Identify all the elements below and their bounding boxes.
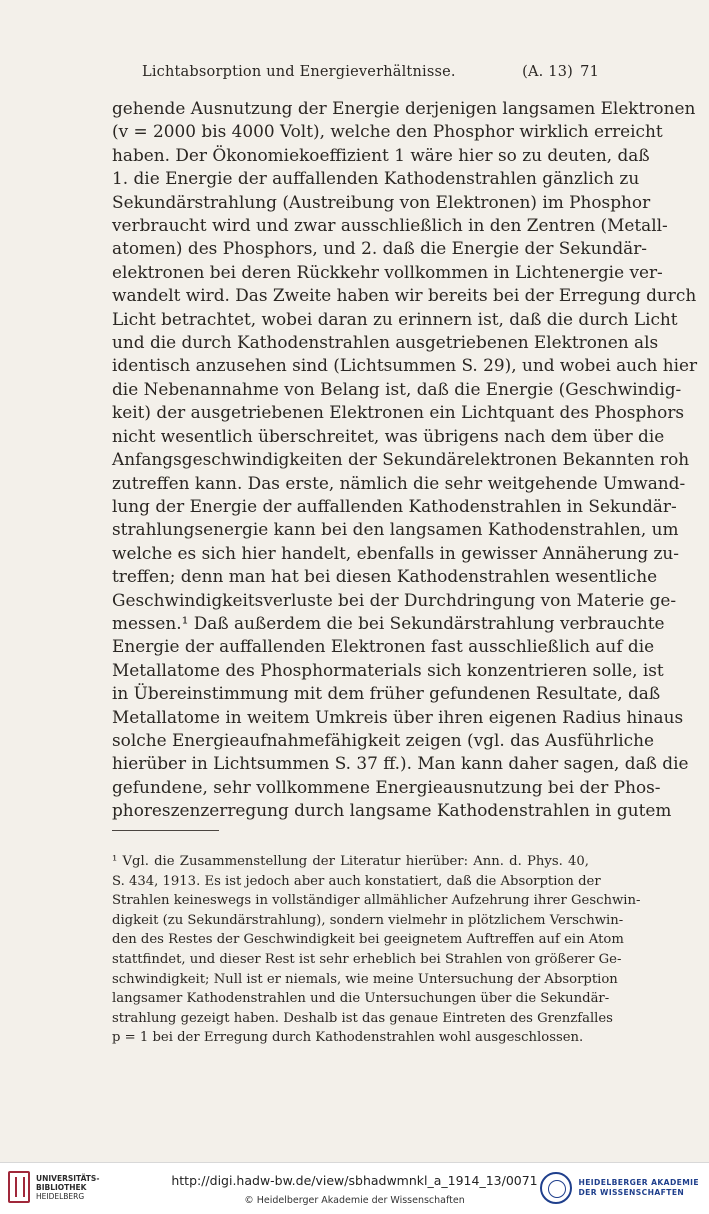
body-line: Geschwindigkeitsverluste bei der Durchdringung von Materie ge-: [112, 589, 677, 610]
body-line: und die durch Kathodenstrahlen ausgetriebenen Elektronen als: [112, 332, 659, 353]
library-name-line2: BIBLIOTHEK: [36, 1182, 87, 1192]
page-number: 71: [580, 64, 599, 80]
academy-seal-icon: [540, 1172, 572, 1204]
body-line: Anfangsgeschwindigkeiten der Sekundärelektronen Bekannten roh: [112, 449, 690, 470]
footnote-line: stattfindet, und dieser Rest ist sehr erheblich bei Strahlen von größerer Ge-: [112, 951, 622, 967]
body-line: messen.¹ Daß außerdem die bei Sekundärstrahlung verbrauchte: [112, 612, 665, 633]
header-title: Lichtabsorption und Energieverhältnisse.: [142, 64, 456, 80]
body-line: in Übereinstimmung mit dem früher gefundenen Resultate, daß: [112, 683, 661, 704]
body-line: treffen; denn man hat bei diesen Kathodenstrahlen wesentliche: [112, 566, 658, 587]
academy-name-line1: HEIDELBERGER AKADEMIE: [578, 1178, 699, 1187]
body-line: identisch anzusehen sind (Lichtsummen S. 29), und wobei auch hier: [112, 355, 698, 376]
footnote-line: langsamer Kathodenstrahlen und die Untersuchungen über die Sekundär-: [112, 991, 610, 1007]
body-line: keit) der ausgetriebenen Elektronen ein Lichtquant des Phosphors: [112, 402, 685, 423]
footnote-rule: [112, 830, 219, 831]
body-line: gehende Ausnutzung der Energie derjenigen langsamen Elektronen: [112, 98, 696, 118]
body-line: nicht wesentlich überschreitet, was übrigens nach dem über die: [112, 425, 665, 446]
academy-name-line2: DER WISSENSCHAFTEN: [578, 1188, 685, 1197]
footnote: [112, 852, 641, 1048]
body-line: strahlungsenergie kann bei den langsamen Kathodenstrahlen, um: [112, 519, 679, 540]
body-line: lung der Energie der auffallenden Kathodenstrahlen in Sekundär-: [112, 495, 677, 516]
footnote-line: S. 434, 1913. Es ist jedoch aber auch konstatiert, daß die Absorption der: [112, 873, 601, 889]
body-line: Licht betrachtet, wobei daran zu erinnern ist, daß die durch Licht: [112, 308, 678, 329]
body-line: 1. die Energie der auffallenden Kathodenstrahlen gänzlich zu: [112, 168, 640, 189]
body-line: phoreszenzerregung durch langsame Kathodenstrahlen in gutem: [112, 800, 672, 821]
body-line: Metallatome des Phosphormaterials sich konzentrieren solle, ist: [112, 659, 664, 680]
body-line: welche es sich hier handelt, ebenfalls in gewisser Annäherung zu-: [112, 542, 679, 563]
body-line: Metallatome in weitem Umkreis über ihren eigenen Radius hinaus: [112, 706, 684, 727]
permalink-url[interactable]: http://digi.hadw-bw.de/view/sbhadwmnkl_a_1914_13/0071: [171, 1173, 538, 1188]
body-line: solche Energieaufnahmefähigkeit zeigen (vgl. das Ausführliche: [112, 729, 654, 750]
body-line: atomen) des Phosphors, und 2. daß die Energie der Sekundär-: [112, 238, 648, 259]
body-line: haben. Der Ökonomiekoeffizient 1 wäre hier so zu deuten, daß: [112, 144, 650, 165]
body-text: [112, 97, 698, 823]
body-line: Sekundärstrahlung (Austreibung von Elektronen) im Phosphor: [112, 191, 651, 212]
footnote-line: p = 1 bei der Erregung durch Kathodenstrahlen wohl ausgeschlossen.: [112, 1030, 584, 1046]
body-line: hierüber in Lichtsummen S. 37 ff.). Man kann daher sagen, daß die: [112, 753, 689, 774]
body-line: wandelt wird. Das Zweite haben wir bereits bei der Erregung durch: [112, 285, 697, 306]
library-name-line1: UNIVERSITÄTS-: [36, 1173, 100, 1183]
body-line: zutreffen kann. Das erste, nämlich die sehr weitgehende Umwand-: [112, 472, 686, 493]
footnote-line: den des Restes der Geschwindigkeit bei geeignetem Auftreffen auf ein Atom: [112, 932, 624, 948]
body-line: die Nebenannahme von Belang ist, daß die Energie (Geschwindig-: [112, 378, 682, 399]
library-name-line3: HEIDELBERG: [36, 1191, 85, 1201]
footnote-line: Strahlen keineswegs in vollständiger allmählicher Aufzehrung ihrer Geschwin-: [112, 893, 641, 909]
footnote-line: digkeit (zu Sekundärstrahlung), sondern vielmehr in plötzlichem Verschwin-: [112, 912, 624, 928]
footnote-line: ¹ Vgl. die Zusammenstellung der Literatur hierüber: Ann. d. Phys. 40,: [112, 854, 589, 869]
body-line: elektronen bei deren Rückkehr vollkommen in Lichtenergie ver-: [112, 261, 663, 282]
header-section-ref: (A. 13): [522, 64, 573, 80]
viewer-footer: [0, 1162, 709, 1214]
footnote-line: strahlung gezeigt haben. Deshalb ist das genaue Eintreten des Grenzfalles: [112, 1010, 613, 1026]
body-line: (v = 2000 bis 4000 Volt), welche den Phosphor wirklich erreicht: [112, 121, 663, 142]
body-line: verbraucht wird und zwar ausschließlich in den Zentren (Metall-: [112, 215, 668, 236]
body-line: Energie der auffallenden Elektronen fast ausschließlich auf die: [112, 636, 655, 657]
copyright-notice: © Heidelberger Akademie der Wissenschaften: [244, 1195, 465, 1206]
body-line: gefundene, sehr vollkommene Energieausnutzung bei der Phos-: [112, 776, 661, 797]
footnote-line: schwindigkeit; Null ist er niemals, wie meine Untersuchung der Absorption: [112, 971, 618, 987]
academy-logo[interactable]: [540, 1172, 699, 1204]
